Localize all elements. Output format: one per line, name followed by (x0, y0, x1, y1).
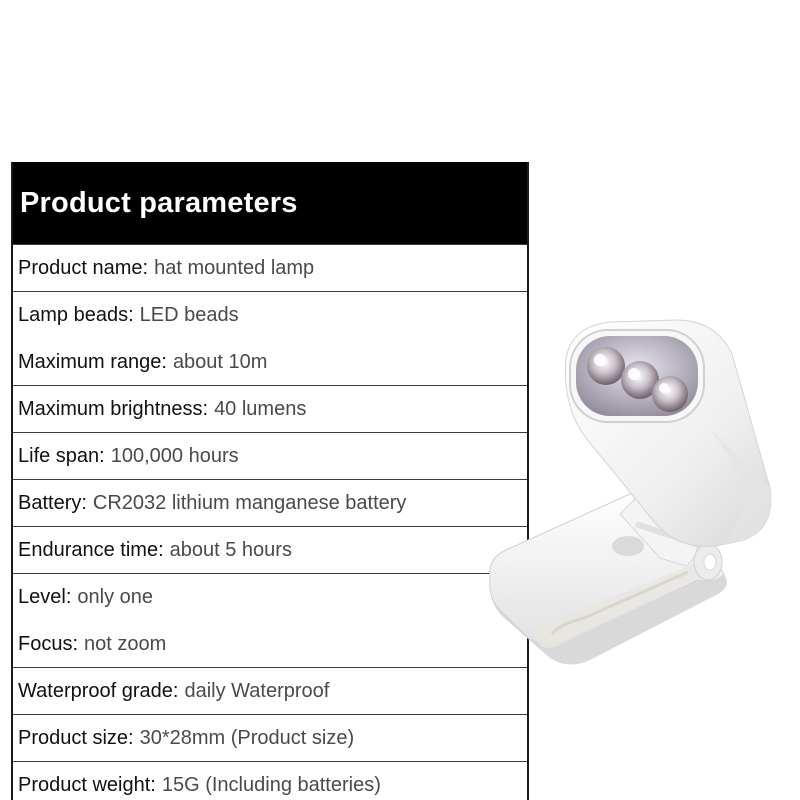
parameter-row (13, 479, 527, 526)
parameter-value: about 10m (172, 350, 268, 373)
parameter-row (13, 338, 527, 385)
parameter-value: 15G (Including batteries) (161, 773, 381, 796)
parameter-row (13, 667, 527, 714)
parameter-label: Battery: (18, 491, 87, 514)
led-bead-icon (652, 376, 688, 412)
parameter-row (13, 573, 527, 620)
table-header: Product parameters (13, 162, 527, 244)
parameter-value: 30*28mm (Product size) (139, 726, 355, 749)
parameter-label: Waterproof grade: (18, 679, 179, 702)
parameter-value: daily Waterproof (184, 679, 330, 702)
parameter-row (13, 244, 527, 291)
parameter-label: Level: (18, 585, 72, 608)
table-rows (13, 244, 527, 800)
led-lens (570, 330, 704, 422)
parameter-value: CR2032 lithium manganese battery (92, 491, 407, 514)
parameter-row (13, 432, 527, 479)
parameter-label: Product name: (18, 256, 149, 279)
parameter-row (13, 761, 527, 800)
hat-lamp-product-image (480, 318, 780, 670)
parameter-row (13, 291, 527, 338)
led-bead-icon (587, 347, 625, 385)
parameter-label: Maximum range: (18, 350, 167, 373)
parameter-label: Lamp beads: (18, 303, 134, 326)
parameter-value: LED beads (139, 303, 239, 326)
parameter-row (13, 620, 527, 667)
parameter-value: only one (77, 585, 153, 608)
parameter-value: hat mounted lamp (154, 256, 315, 279)
parameter-label: Life span: (18, 444, 105, 467)
parameter-label: Focus: (18, 632, 79, 655)
parameter-value: 40 lumens (214, 397, 307, 420)
parameter-value: 100,000 hours (110, 444, 239, 467)
parameter-label: Maximum brightness: (18, 397, 209, 420)
parameter-label: Product size: (18, 726, 134, 749)
product-parameters-table (11, 162, 529, 800)
parameter-row (13, 714, 527, 761)
parameter-value: not zoom (84, 632, 167, 655)
parameter-row (13, 385, 527, 432)
parameter-label: Product weight: (18, 773, 156, 796)
parameter-value: about 5 hours (169, 538, 292, 561)
parameter-row (13, 526, 527, 573)
parameter-label: Endurance time: (18, 538, 164, 561)
